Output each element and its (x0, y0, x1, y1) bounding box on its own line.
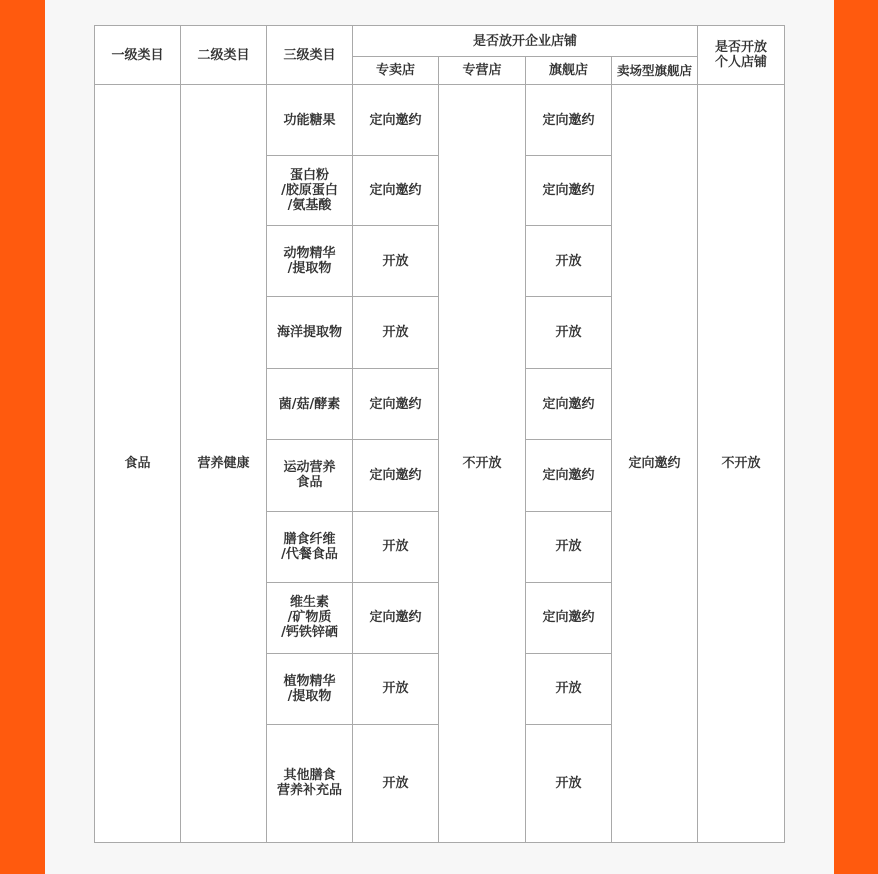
cell-flagship: 开放 (526, 297, 612, 369)
cell-level3: 动物精华 /提取物 (267, 226, 353, 297)
cell-flagship: 开放 (526, 226, 612, 297)
cell-store-flagship: 定向邀约 (612, 85, 698, 843)
cell-level3: 植物精华 /提取物 (267, 653, 353, 724)
cell-specialty: 定向邀约 (353, 156, 439, 226)
cell-specialty: 定向邀约 (353, 440, 439, 511)
cell-flagship: 定向邀约 (526, 369, 612, 440)
cell-specialty: 定向邀约 (353, 85, 439, 156)
cell-specialty: 开放 (353, 724, 439, 842)
cell-level2: 营养健康 (181, 85, 267, 843)
header-store-flagship: 卖场型旗舰店 (612, 57, 698, 85)
cell-specialty: 开放 (353, 226, 439, 297)
cell-flagship: 定向邀约 (526, 85, 612, 156)
cell-level3: 海洋提取物 (267, 297, 353, 369)
cell-level3: 运动营养 食品 (267, 440, 353, 511)
header-franchise: 专营店 (439, 57, 526, 85)
cell-franchise: 不开放 (439, 85, 526, 843)
header-enterprise-group: 是否放开企业店铺 (353, 26, 698, 57)
cell-level1: 食品 (95, 85, 181, 843)
cell-personal: 不开放 (698, 85, 785, 843)
cell-specialty: 开放 (353, 297, 439, 369)
header-level3: 三级类目 (267, 26, 353, 85)
cell-flagship: 开放 (526, 511, 612, 582)
cell-flagship: 定向邀约 (526, 582, 612, 653)
header-personal: 是否开放 个人店铺 (698, 26, 785, 85)
cell-level3: 其他膳食 营养补充品 (267, 724, 353, 842)
cell-flagship: 开放 (526, 653, 612, 724)
cell-flagship: 开放 (526, 724, 612, 842)
cell-flagship: 定向邀约 (526, 440, 612, 511)
header-specialty: 专卖店 (353, 57, 439, 85)
cell-level3: 菌/菇/酵素 (267, 369, 353, 440)
cell-specialty: 定向邀约 (353, 369, 439, 440)
cell-specialty: 定向邀约 (353, 582, 439, 653)
cell-level3: 功能糖果 (267, 85, 353, 156)
header-level2: 二级类目 (181, 26, 267, 85)
cell-specialty: 开放 (353, 511, 439, 582)
cell-level3: 维生素 /矿物质 /钙铁锌硒 (267, 582, 353, 653)
cell-level3: 蛋白粉 /胶原蛋白 /氨基酸 (267, 156, 353, 226)
cell-level3: 膳食纤维 /代餐食品 (267, 511, 353, 582)
header-level1: 一级类目 (95, 26, 181, 85)
header-flagship: 旗舰店 (526, 57, 612, 85)
cell-flagship: 定向邀约 (526, 156, 612, 226)
cell-specialty: 开放 (353, 653, 439, 724)
table-row (95, 85, 785, 156)
store-policy-table (94, 25, 785, 843)
